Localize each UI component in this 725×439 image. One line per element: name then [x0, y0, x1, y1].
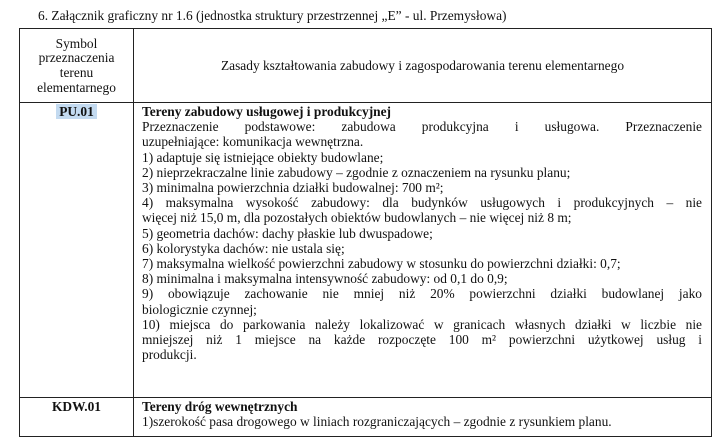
rule-line: 3) minimalna powierzchnia działki budowalnej: 700 m²; — [142, 180, 444, 196]
row-rules-cell — [134, 398, 712, 437]
header-symbol-cell — [20, 29, 134, 103]
rule-line: 1) adaptuje się istniejące obiekty budowlane; — [142, 149, 384, 165]
row-code-kdw01: KDW.01 — [52, 399, 101, 414]
row-title: Tereny dróg wewnętrznych — [142, 399, 298, 414]
table-row — [20, 103, 712, 398]
row-code-pu01: PU.01 — [56, 104, 97, 119]
row-code-cell — [20, 398, 134, 437]
header-symbol-line: Symbol — [55, 35, 98, 51]
header-rules-cell: Zasady kształtowania zabudowy i zagospodarowania terenu elementarnego — [134, 29, 712, 103]
document-heading: 6. Załącznik graficzny nr 1.6 (jednostka struktury przestrzennej „E” - ul. Przemysłowa) — [38, 8, 507, 23]
rule-line: 2) nieprzekraczalne linie zabudowy – zgodnie z oznaczeniem na rysunku planu; — [142, 164, 571, 180]
rule-line: uzupełniające: komunikacja wewnętrzna. — [142, 134, 364, 150]
rule-line: 6) kolorystyka dachów: nie ustala się; — [142, 240, 345, 256]
zoning-rules-table — [19, 28, 712, 437]
rule-line: produkcji. — [142, 347, 197, 363]
table-header-row — [20, 29, 712, 103]
rule-line: 5) geometria dachów: dachy płaskie lub dwuspadowe; — [142, 225, 433, 241]
table-row — [20, 398, 712, 437]
rule-line: 8) minimalna i maksymalna intensywność zabudowy: od 0,1 do 0,9; — [142, 271, 508, 287]
rule-line: mniejszej niż 1 miejsce na każde rozpoczęte 100 m² powierzchni użytkowej usług i — [142, 332, 702, 348]
rule-line: 10) miejsca do parkowania należy lokalizować w granicach własnych działki w liczbie nie — [142, 316, 702, 332]
rule-line: 1)szerokość pasa drogowego w liniach rozgraniczających – zgodnie z rysunkiem planu. — [142, 414, 612, 430]
rule-line: 9) obowiązuje zachowanie nie mniej niż 20% powierzchni działki budowlanej jako — [142, 286, 702, 302]
row-rules-lines — [142, 414, 702, 429]
rule-line: 7) maksymalna wielkość powierzchni zabudowy w stosunku do powierzchni działki: 0,7; — [142, 256, 621, 272]
header-symbol-line: elementarnego — [37, 79, 116, 95]
rule-line: Przeznaczenie podstawowe: zabudowa produkcyjna i usługowa. Przeznaczenie — [142, 119, 702, 135]
row-title: Tereny zabudowy usługowej i produkcyjnej — [142, 104, 392, 119]
row-rules-lines — [142, 119, 702, 362]
rule-line: więcej niż 15,0 m, dla pozostałych obiektów budowlanych – nie więcej niż 8 m; — [142, 210, 572, 226]
row-rules-cell — [134, 103, 712, 398]
rule-line: 4) maksymalna wysokość zabudowy: dla budynków usługowych i produkcyjnych – nie — [142, 195, 702, 211]
rule-line: biologicznie czynnej; — [142, 301, 257, 317]
row-code-cell — [20, 103, 134, 398]
header-symbol-line: przeznaczenia — [38, 50, 115, 66]
header-symbol-line: terenu — [59, 65, 94, 80]
